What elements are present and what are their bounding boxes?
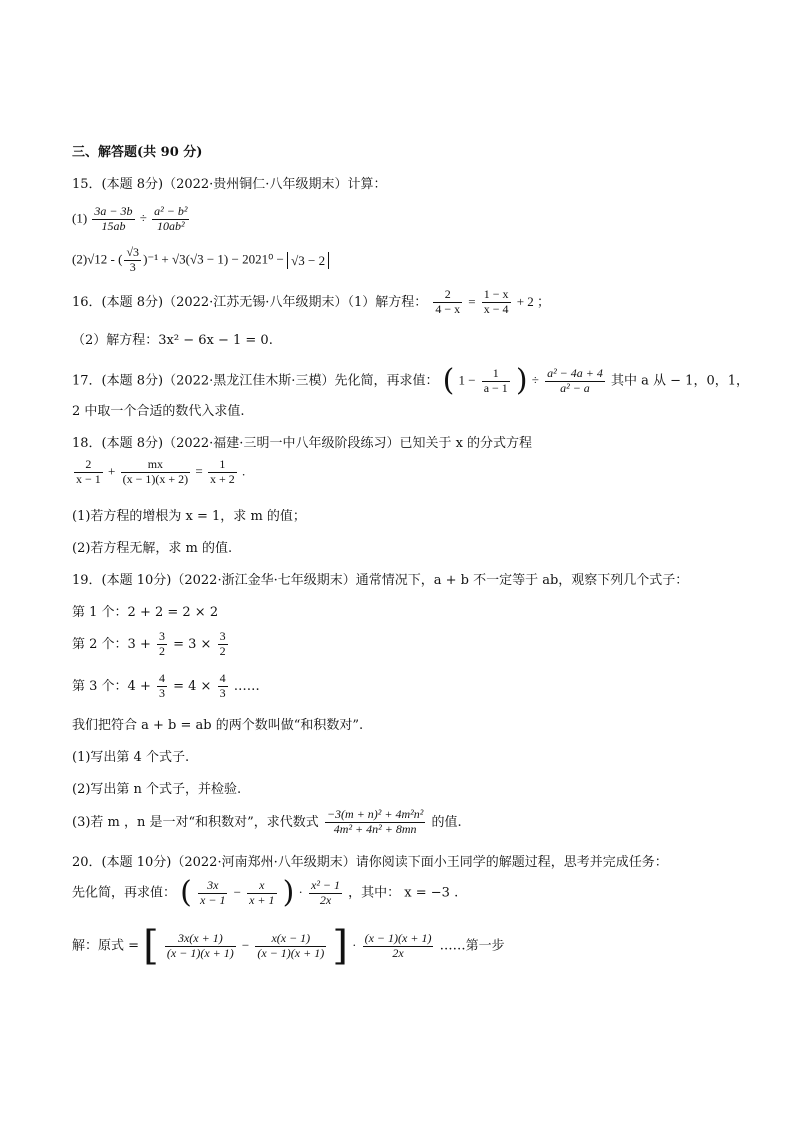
- q20-step-label: ……第一步: [439, 938, 505, 954]
- q19-p3-a: (3)若 m ，n 是一对“和积数对”，求代数式: [72, 814, 319, 830]
- q17-right-paren: ): [515, 363, 528, 398]
- q18-part1: (1)若方程的增根为 x = 1，求 m 的值；: [72, 509, 306, 524]
- q19-part2: (2)写出第 n 个式子，并检验.: [72, 782, 242, 797]
- q15-p2-expr-b: )⁻¹ + √3(√3 − 1) − 2021⁰ −: [143, 251, 284, 267]
- q18-fraction-3: $\frac{1}{x + 2}$: [210, 457, 235, 486]
- q17-tail: 其中 a 从 − 1，0，1，: [611, 373, 749, 389]
- q20-problem: [72, 875, 459, 910]
- q20-fraction-2: $\frac{x}{x + 1}$: [249, 877, 275, 907]
- q15-part2: [72, 246, 329, 275]
- q20-dot: ·: [298, 884, 303, 900]
- q20-solution: [72, 923, 505, 969]
- q20-minus: −: [233, 884, 241, 900]
- q16-fraction-1: $\frac{2}{4 - x}$: [435, 287, 461, 316]
- q20-line-a: 先化简，再求值：: [72, 885, 177, 901]
- q19-e3-ellipsis: ……: [233, 678, 260, 694]
- q20-header: 20．(本题 10分)（2022·河南郑州·八年级期末）请你阅读下面小王同学的解题过程，思考并完成任务：: [72, 855, 668, 870]
- q19-p3-fraction: $\frac{\text{−3(m + n)² + 4m²n²}}{\text{4m² + 4n² + 8mn}}$: [326, 807, 424, 836]
- q17-line2: 2 中取一个合适的数代入求值.: [72, 404, 245, 419]
- q18-plus: +: [108, 463, 116, 479]
- q19-part3: [72, 808, 462, 837]
- q18-end: .: [242, 463, 246, 479]
- q20-sol-minus: −: [241, 937, 250, 953]
- q19-part1: (1)写出第 4 个式子.: [72, 750, 190, 765]
- q16-tail: + 2 ；: [516, 293, 551, 309]
- section-title: 三、解答题(共 90 分): [72, 145, 203, 160]
- q20-sol-fraction-1: $\frac{3x(x + 1)}{(x - 1)(x + 1)}$: [166, 930, 234, 960]
- q16-eq: =: [468, 293, 476, 309]
- q20-left-paren: (: [180, 875, 192, 910]
- q19-example-1: 第 1 个：2 + 2 = 2 × 2: [72, 605, 219, 620]
- q17-fraction-1: $\frac{1}{a - 1}$: [483, 365, 508, 395]
- q19-e2-fraction-1: $\frac{3}{2}$: [158, 629, 165, 658]
- q20-line-b: ，其中： x = −3 .: [348, 885, 459, 901]
- q16-part2: （2）解方程：3x² − 6x − 1 = 0.: [72, 333, 273, 348]
- q20-sol-fraction-2: $\frac{x(x - 1)}{(x - 1)(x + 1)}$: [257, 930, 325, 960]
- q16-fraction-2: $\frac{1 - x}{x - 4}$: [483, 287, 509, 316]
- q19-example-2: [72, 630, 230, 659]
- q16-part1: [72, 288, 550, 317]
- q19-e2-a: 第 2 个：3 +: [72, 636, 151, 652]
- q15-part1-label: (1): [72, 210, 88, 226]
- q15-header: 15．(本题 8分)（2022·贵州铜仁·八年级期末）计算：: [72, 177, 387, 192]
- q19-e3-fraction-2: $\frac{4}{3}$: [219, 671, 226, 700]
- q19-e2-fraction-2: $\frac{3}{2}$: [219, 629, 226, 658]
- q19-example-3: [72, 672, 260, 701]
- q15-p1-fraction-2: $\frac{\text{a² − b²}}{\text{10ab²}}$: [154, 204, 188, 233]
- q18-header: 18．(本题 8分)（2022·福建·三明一中八年级阶段练习）已知关于 x 的分式方程: [72, 436, 533, 451]
- q18-eq: =: [195, 463, 203, 479]
- q15-p1-fraction-1: $\frac{3a - 3b}{15ab}$: [94, 204, 133, 233]
- q18-equation: [72, 458, 245, 487]
- q19-e3-b: = 4 ×: [173, 678, 212, 694]
- q20-fraction-3: $\frac{\text{x² − 1}}{2x}$: [311, 877, 341, 907]
- q15-p2-fraction: $\frac{√3}{3}$: [126, 245, 140, 274]
- q18-fraction-1: $\frac{2}{x - 1}$: [76, 457, 101, 486]
- q19-e3-a: 第 3 个：4 +: [72, 678, 151, 694]
- q20-sol-dot: ·: [352, 937, 357, 953]
- q20-right-paren: ): [282, 875, 295, 910]
- q17-fraction-2: $\frac{\text{a² − 4a + 4}}{\text{a² − a}}$: [547, 365, 603, 395]
- q18-fraction-2: $\frac{mx}{(x - 1)(x + 2)}$: [122, 457, 189, 486]
- q17-left-paren: (: [442, 363, 455, 398]
- q17-line1: [72, 363, 749, 398]
- q17-div: ÷: [531, 372, 539, 388]
- q15-p1-operator: ÷: [139, 210, 147, 226]
- q20-left-bracket: [: [143, 923, 159, 969]
- q20-fraction-1: $\frac{3x}{x - 1}$: [200, 877, 226, 907]
- q15-part1: [72, 205, 191, 234]
- q19-e3-fraction-1: $\frac{4}{3}$: [158, 671, 165, 700]
- q20-right-bracket: ]: [332, 923, 348, 969]
- q20-solution-label: 解：原式 =: [72, 938, 140, 954]
- q17-one: 1 −: [458, 372, 476, 388]
- q19-e2-b: = 3 ×: [173, 636, 212, 652]
- q19-p3-b: 的值.: [431, 814, 462, 830]
- q15-part2-label: (2): [72, 251, 88, 267]
- q19-definition: 我们把符合 a + b = ab 的两个数叫做“和积数对”.: [72, 718, 364, 733]
- q16-header: 16．(本题 8分)（2022·江苏无锡·八年级期末）（1）解方程：: [72, 294, 428, 310]
- q15-p2-expr-a: √12 - (: [87, 251, 123, 267]
- q20-sol-fraction-3: $\frac{(x - 1)(x + 1)}{2x}$: [364, 930, 432, 960]
- q15-p2-absolute: √3 − 2: [287, 252, 329, 269]
- q19-header: 19．(本题 10分)（2022·浙江金华·七年级期末）通常情况下，a + b 不一定等于 ab，观察下列几个式子：: [72, 573, 689, 588]
- q18-part2: (2)若方程无解，求 m 的值.: [72, 541, 233, 556]
- q17-header: 17．(本题 8分)（2022·黑龙江佳木斯·三模）先化简，再求值：: [72, 373, 439, 389]
